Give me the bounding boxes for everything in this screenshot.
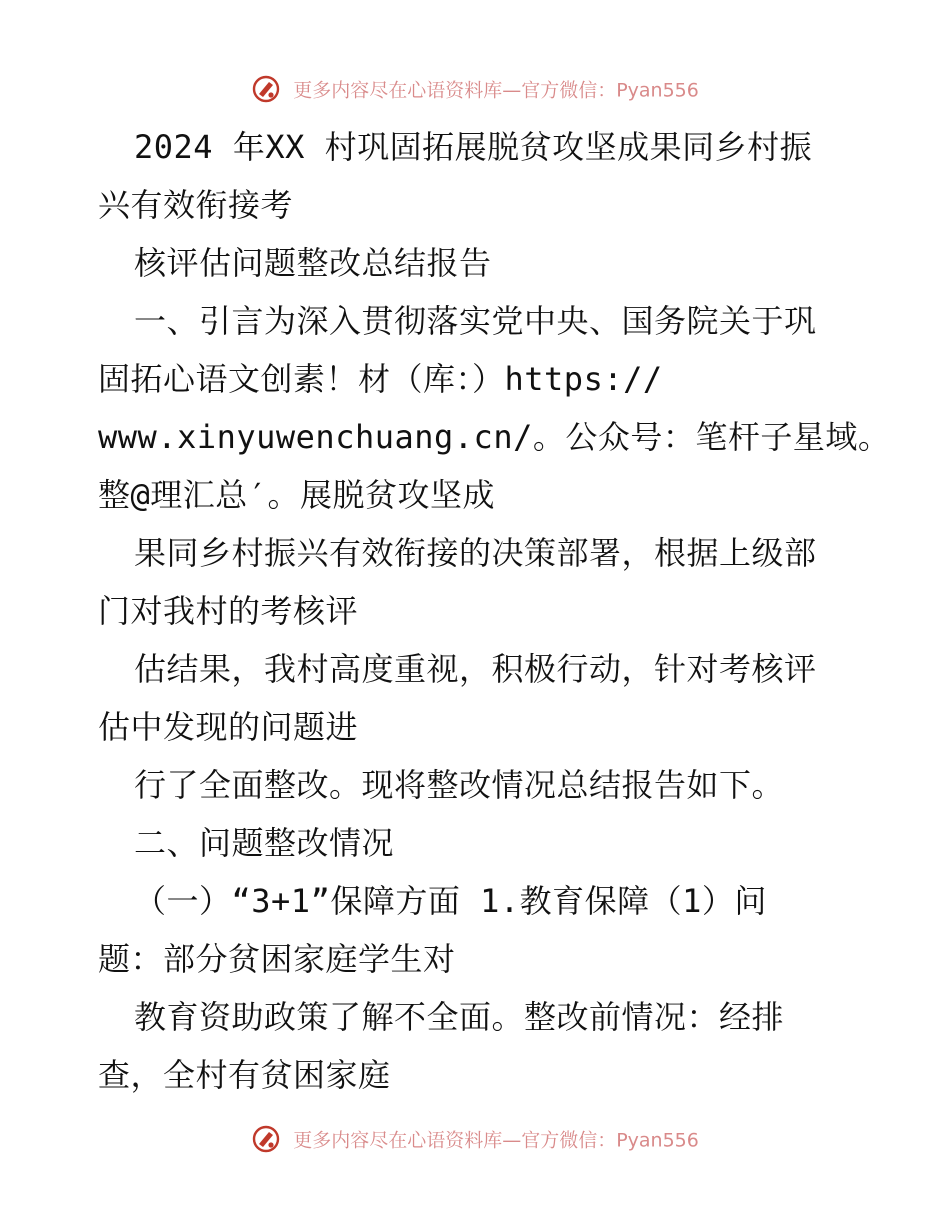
- header-watermark: [0, 74, 950, 104]
- text-line: 查，全村有贫困家庭: [98, 1056, 391, 1094]
- watermark-text: 更多内容尽在心语资料库—官方微信：Pyan556: [293, 79, 699, 102]
- text-line: 兴有效衔接考: [98, 186, 294, 224]
- section-heading: 二、问题整改情况: [134, 824, 395, 862]
- footer-watermark: [0, 1124, 950, 1154]
- text-line: 门对我村的考核评: [98, 592, 359, 630]
- text-line: 行了全面整改。现将整改情况总结报告如下。: [134, 766, 785, 804]
- text-line: 整@理汇总′。展脱贫攻坚成: [98, 476, 496, 514]
- text-line: 果同乡村振兴有效衔接的决策部署，根据上级部: [134, 534, 817, 572]
- seal-logo-icon: [251, 74, 281, 104]
- seal-logo-icon: [251, 1124, 281, 1154]
- text-line: 一、引言为深入贯彻落实党中央、国务院关于巩: [134, 302, 817, 340]
- watermark-text: 更多内容尽在心语资料库—官方微信：Pyan556: [293, 1129, 699, 1152]
- document-body: [98, 118, 891, 1104]
- text-line: 教育资助政策了解不全面。整改前情况：经排: [134, 998, 785, 1036]
- text-line: 2024 年XX 村巩固拓展脱贫攻坚成果同乡村振: [134, 128, 813, 166]
- text-line: 固拓心语文创素！材（库：）https://: [98, 360, 663, 398]
- text-line: 估中发现的问题进: [98, 708, 359, 746]
- text-line: 题：部分贫困家庭学生对: [98, 940, 456, 978]
- text-line: （一）“3+1”保障方面 1.教育保障（1）问: [134, 882, 767, 920]
- text-line: www.xinyuwenchuang.cn/。公众号：笔杆子星域。: [98, 418, 891, 456]
- text-line: 核评估问题整改总结报告: [134, 244, 492, 282]
- text-line: 估结果，我村高度重视，积极行动，针对考核评: [134, 650, 817, 688]
